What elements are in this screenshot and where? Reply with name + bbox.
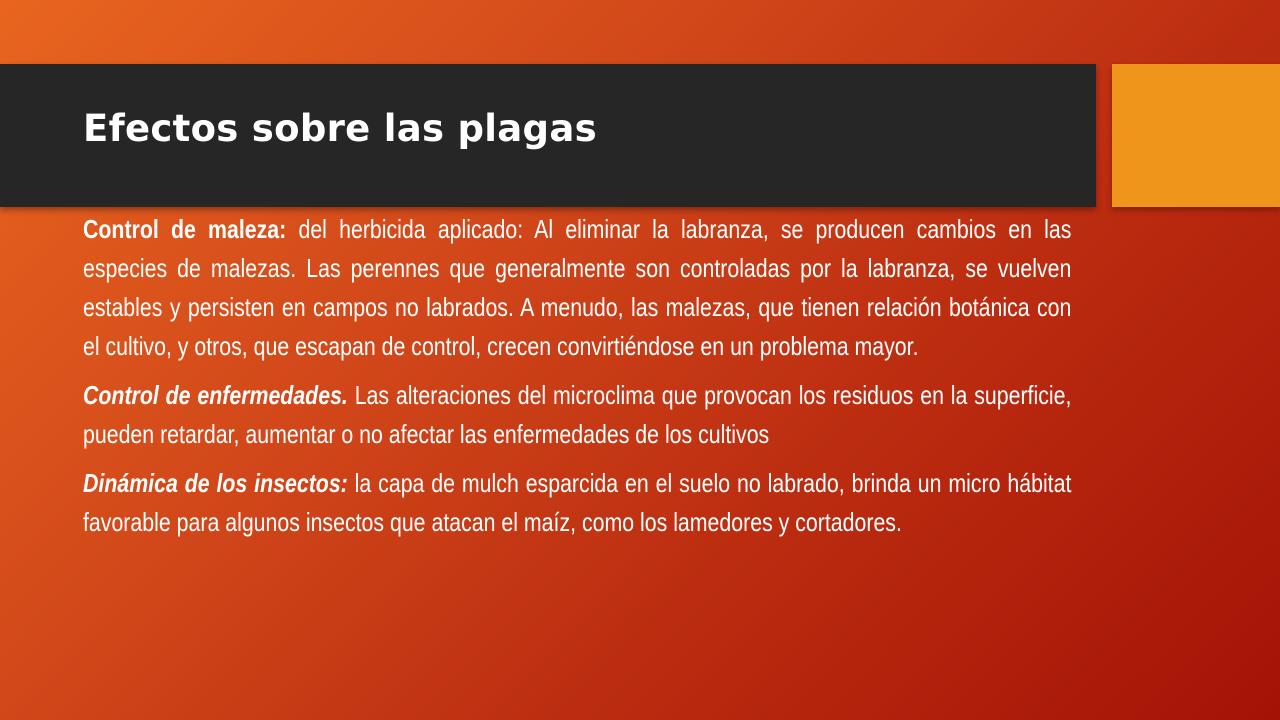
- accent-square: [1112, 64, 1280, 207]
- paragraph-lead: Control de maleza:: [83, 214, 287, 244]
- paragraph-weed-control: [83, 210, 1071, 366]
- paragraph-body: del herbicida aplicado: Al eliminar la labranza, se producen cambios en las especies de malezas. Las perennes que generalmente son controladas por la labranza, se vuelven estables y persisten en campos no labrados. A menudo, las malezas, que tienen relación botánica con el cultivo, y otros, que escapan de control, crecen convirtiéndose en un problema mayor.: [83, 214, 1072, 361]
- slide-title: Efectos sobre las plagas: [83, 107, 597, 150]
- slide-content: [83, 210, 1071, 552]
- paragraph-body: la capa de mulch esparcida en el suelo no labrado, brinda un micro hábitat favorable para algunos insectos que atacan el maíz, como los lamedores y cortadores.: [83, 468, 1072, 537]
- paragraph-lead: Dinámica de los insectos:: [83, 468, 348, 498]
- paragraph-body: Las alteraciones del microclima que provocan los residuos en la superficie, pueden retardar, aumentar o no afectar las enfermedades de los cultivos: [83, 380, 1072, 449]
- paragraph-disease-control: [83, 376, 1071, 454]
- paragraph-lead: Control de enfermedades.: [83, 380, 348, 410]
- paragraph-insect-dynamics: [83, 464, 1071, 542]
